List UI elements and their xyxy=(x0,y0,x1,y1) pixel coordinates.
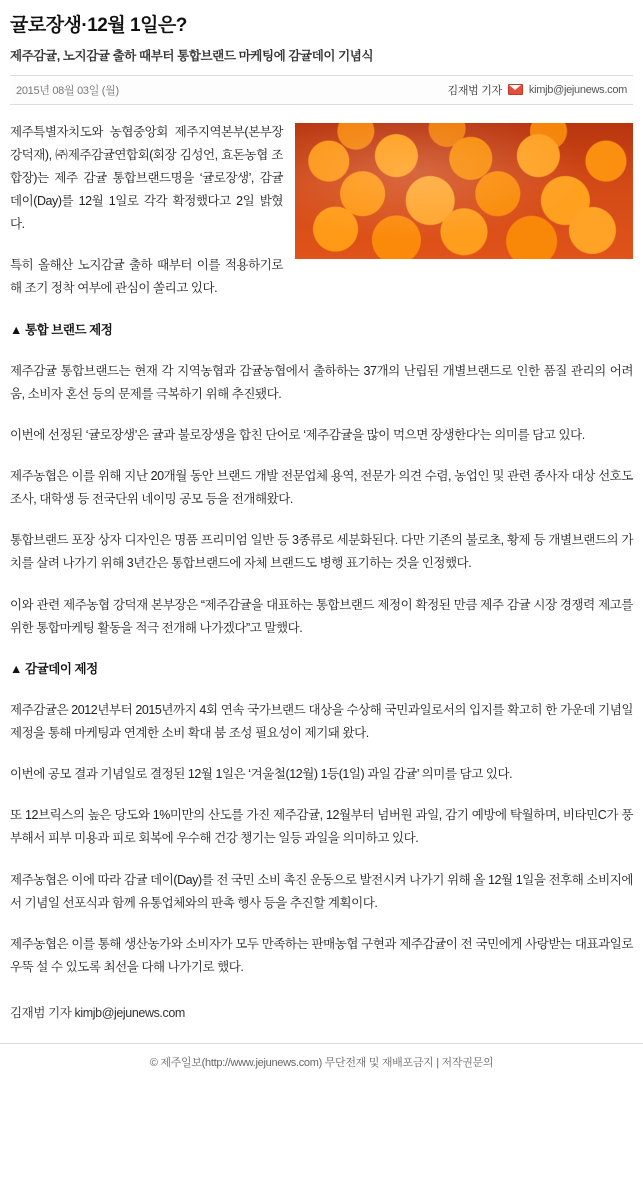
paragraph: 통합브랜드 포장 상자 디자인은 명품 프리미엄 일반 등 3종류로 세분화된다. 다만 기존의 불로초, 황제 등 개별브랜드의 가치를 살려 나가기 위해 3년간은 통합브랜드에 자체 브랜드도 병행 표기하는 것을 인정했다. xyxy=(10,533,633,571)
page-title: 귤로장생·12월 1일은? xyxy=(10,15,187,36)
mail-icon xyxy=(508,84,523,95)
byline-author-block xyxy=(448,82,633,98)
section-subheading: ▲ 통합 브랜드 제정 xyxy=(10,322,113,337)
paragraph: 제주감귤 통합브랜드는 현재 각 지역농협과 감귤농협에서 출하하는 37개의 난립된 개별브랜드로 인한 품질 관리의 어려움, 소비자 혼선 등의 문제를 극복하기 위해 추진됐다. xyxy=(10,363,633,401)
paragraph: 제주특별자치도와 농협중앙회 제주지역본부(본부장 강덕재), ㈜제주감귤연합회(회장 김성언, 효돈농협 조합장)는 제주 감귤 통합브랜드명을 ‘귤로장생’, 감귤 데이(Day)를 12월 1일로 각각 확정했다고 2일 밝혔다. xyxy=(10,124,283,232)
publish-date: 2015년 08월 03일 (월) xyxy=(16,84,119,97)
copyright-notice: © 제주일보(http://www.jejunews.com) 무단전재 및 재배포금지 | 저작권문의 xyxy=(0,1043,643,1084)
author-email[interactable]: kimjb@jejunews.com xyxy=(528,83,627,96)
paragraph: 또 12브릭스의 높은 당도와 1%미만의 산도를 가진 제주감귤, 12월부터 넘버원 과일, 감기 예방에 탁월하며, 비타민C가 풍부해서 피부 미용과 피로 회복에 우수해 건강 챙기는 일등 과일을 의미하고 있다. xyxy=(10,808,633,846)
article-body xyxy=(0,105,643,979)
article-photo-tangerines xyxy=(295,123,633,259)
paragraph: 제주농협은 이를 위해 지난 20개월 동안 브랜드 개발 전문업체 용역, 전문가 의견 수렴, 농업인 및 관련 종사자 대상 선호도 조사, 대학생 등 전국단위 네이밍 공모 등을 전개해왔다. xyxy=(10,469,633,507)
paragraph: 특히 올해산 노지감귤 출하 때부터 이를 적용하기로 해 조기 정착 여부에 관심이 쏠리고 있다. xyxy=(10,258,283,296)
section-subheading: ▲ 감귤데이 제정 xyxy=(10,661,98,676)
article-header xyxy=(0,0,643,65)
paragraph: 이번에 공모 결과 기념일로 결정된 12월 1일은 ‘겨울철(12월) 1등(1일) 과일 감귤’ 의미를 담고 있다. xyxy=(10,767,513,782)
paragraph: 이번에 선정된 ‘귤로장생’은 귤과 불로장생을 합친 단어로 ‘제주감귤을 많이 먹으면 장생한다’는 의미를 담고 있다. xyxy=(10,427,585,442)
lead-block xyxy=(10,121,633,319)
paragraph: 제주농협은 이를 통해 생산농가와 소비자가 모두 만족하는 판매농협 구현과 제주감귤이 전 국민에게 사랑받는 대표과일로 우뚝 설 수 있도록 최선을 다해 나가기로 했다. xyxy=(10,936,633,974)
photo-sheen xyxy=(295,123,633,259)
paragraph: 이와 관련 제주농협 강덕재 본부장은 “제주감귤을 대표하는 통합브랜드 제정이 확정된 만큼 제주 감귤 시장 경쟁력 제고를 위한 통합마케팅 활동을 적극 전개해 나가겠다”고 말했다. xyxy=(10,597,633,635)
article-subheadline: 제주감귤, 노지감귤 출하 때부터 통합브랜드 마케팅에 감귤데이 기념식 xyxy=(10,48,374,63)
paragraph: 제주감귤은 2012년부터 2015년까지 4회 연속 국가브랜드 대상을 수상해 국민과일로서의 입지를 확고히 한 가운데 기념일 제정을 통해 마케팅과 연계한 소비 확대 붐 조성 필요성이 제기돼 왔다. xyxy=(10,702,633,740)
footer-byline: 김재범 기자 kimjb@jejunews.com xyxy=(10,1006,185,1020)
paragraph: 제주농협은 이에 따라 감귤 데이(Day)를 전 국민 소비 촉진 운동으로 발전시켜 나가기 위해 올 12월 1일을 전후해 소비지에서 기념일 선포식과 함께 유통업체와의 판촉 행사 등을 추진할 계획이다. xyxy=(10,872,633,910)
author-name: 김재범 기자 xyxy=(447,84,502,97)
byline-bar xyxy=(10,75,633,105)
